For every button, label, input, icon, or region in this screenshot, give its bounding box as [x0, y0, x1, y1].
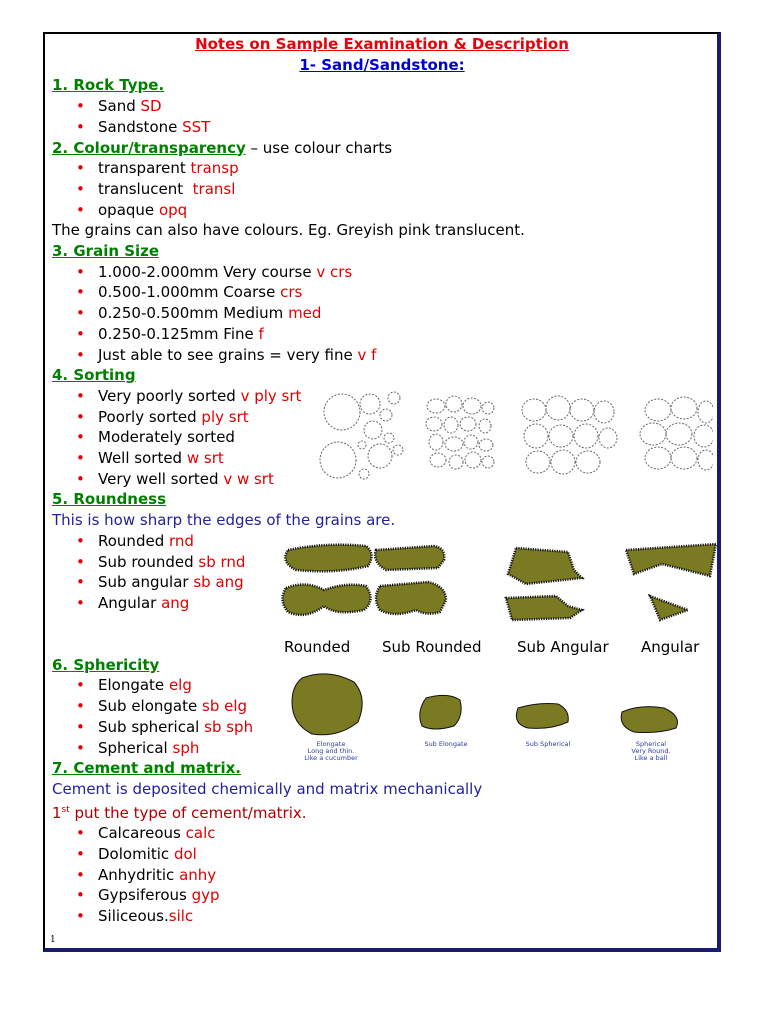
list-item: • Very well sorted v w srt	[76, 469, 712, 490]
page-subtitle: 1- Sand/Sandstone:	[299, 55, 465, 74]
list-item: • opaque opq	[76, 200, 712, 221]
colour-note: The grains can also have colours. Eg. Greyish pink translucent.	[52, 221, 525, 240]
sub-rounded-grain-1	[375, 546, 444, 570]
rounded-grain-2	[282, 584, 370, 614]
list-item: • Moderately sorted	[76, 427, 712, 448]
sphericity-diagram	[288, 668, 708, 743]
sub-angular-grain-1	[508, 548, 582, 584]
list-item: • Gypsiferous gyp	[76, 885, 712, 906]
caption-sub-elongate: Sub Elongate	[424, 740, 468, 748]
sub-elongate-grain	[420, 695, 461, 729]
sub-rounded-grain-2	[376, 582, 446, 614]
caption-elongate: Elongate Long and thin. Like a cucumber	[304, 740, 358, 762]
label-sub-angular: Sub Angular	[517, 638, 609, 656]
list-item: • Sub angular sb ang	[76, 572, 712, 593]
heading-sorting: 4. Sorting	[52, 366, 136, 385]
document-body	[52, 34, 712, 927]
heading-cement: 7. Cement and matrix.	[52, 759, 242, 778]
sorting-diagram	[318, 390, 713, 480]
caption-sub-spherical: Sub Spherical	[525, 740, 571, 748]
heading-colour: 2. Colour/transparency – use colour charts	[52, 138, 393, 157]
heading-sphericity: 6. Sphericity	[52, 655, 160, 674]
list-item: • Sub rounded sb rnd	[76, 552, 712, 573]
cement-description: Cement is deposited chemically and matrix mechanically	[52, 779, 483, 798]
caption-spherical: Spherical Very Round. Like a ball	[631, 740, 671, 762]
list-item: • 0.250-0.125mm Fine f	[76, 324, 712, 345]
cement-instruction: 1st put the type of cement/matrix.	[52, 803, 307, 822]
list-item: • Siliceous.silc	[76, 906, 712, 927]
angular-grain-2	[650, 596, 688, 620]
cement-list	[52, 823, 712, 927]
heading-grain-size: 3. Grain Size	[52, 242, 160, 261]
angular-grain-1	[626, 544, 716, 576]
spherical-grain	[621, 707, 677, 733]
sub-angular-grain-2	[506, 596, 582, 620]
list-item: • 0.250-0.500mm Medium med	[76, 303, 712, 324]
sub-spherical-grain	[516, 704, 568, 729]
list-item: • Sub spherical sb sph	[76, 717, 712, 738]
rock-type-list	[52, 96, 712, 137]
list-item: • Elongate elg	[76, 675, 712, 696]
list-item: • transparent transp	[76, 158, 712, 179]
elongate-grain	[292, 674, 362, 735]
list-item: • Just able to see grains = very fine v f	[76, 345, 712, 366]
roundness-diagram	[276, 540, 721, 635]
list-item: • Calcareous calc	[76, 823, 712, 844]
list-item: • Sandstone SST	[76, 117, 712, 138]
list-item: • Sand SD	[76, 96, 712, 117]
colour-list	[52, 158, 712, 220]
list-item: • 1.000-2.000mm Very course v crs	[76, 262, 712, 283]
page-title: Notes on Sample Examination & Description	[195, 35, 569, 53]
list-item: • Anhydritic anhy	[76, 865, 712, 886]
grain-size-list	[52, 262, 712, 366]
very-poorly-sorted-grains	[320, 392, 403, 479]
label-sub-rounded: Sub Rounded	[382, 638, 482, 656]
list-item: • translucent transl	[76, 179, 712, 200]
heading-rock-type: 1. Rock Type.	[52, 76, 165, 95]
list-item: • Angular ang	[76, 593, 712, 614]
list-item: • 0.500-1.000mm Coarse crs	[76, 282, 712, 303]
list-item: • Sub elongate sb elg	[76, 696, 712, 717]
list-item: • Poorly sorted ply srt	[76, 407, 712, 428]
well-sorted-grains	[640, 397, 713, 470]
page-number: 1	[50, 935, 56, 945]
label-angular: Angular	[641, 638, 700, 656]
list-item: • Well sorted w srt	[76, 448, 712, 469]
label-rounded: Rounded	[284, 638, 351, 656]
heading-roundness: 5. Roundness	[52, 490, 167, 509]
list-item: • Very poorly sorted v ply srt	[76, 386, 712, 407]
list-item: • Spherical sph	[76, 738, 712, 759]
list-item: • Dolomitic dol	[76, 844, 712, 865]
poorly-sorted-grains	[426, 396, 494, 469]
rounded-grain-1	[285, 545, 371, 572]
roundness-description: This is how sharp the edges of the grains are.	[52, 511, 396, 530]
list-item: • Rounded rnd	[76, 531, 712, 552]
moderately-sorted-grains	[522, 396, 617, 474]
